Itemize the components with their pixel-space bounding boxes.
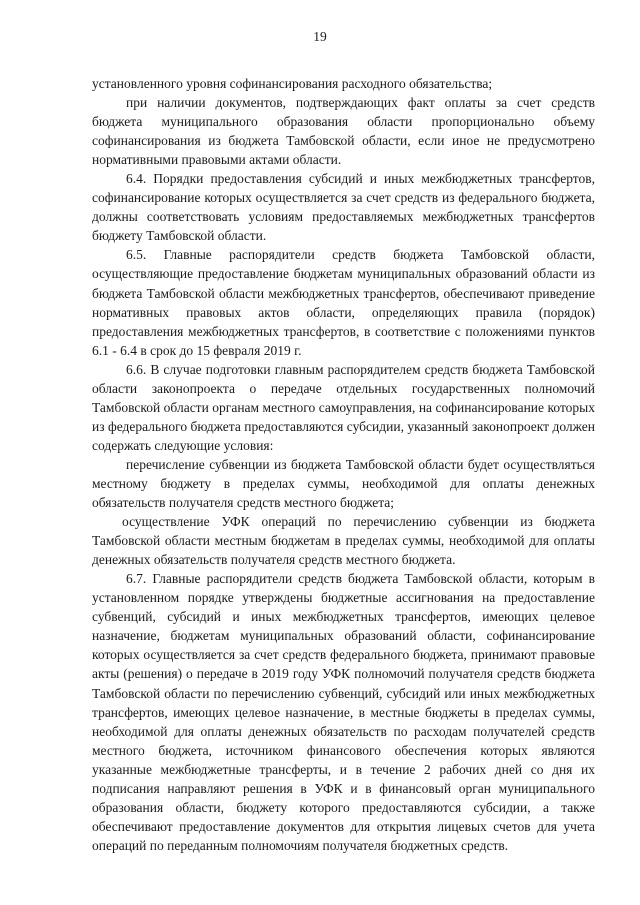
paragraph-ufk-operations: осуществление УФК операций по перечислению субвенции из бюджета Тамбовской области местным бюджетам в пределах суммы, необходимой для оплаты денежных обязательств получателя средств местного бюджета. [92, 514, 595, 568]
paragraph-continuation: установленного уровня софинансирования расходного обязательства; [92, 76, 493, 91]
paragraph-6-7: 6.7. Главные распорядители средств бюджета Тамбовской области, которым в установленном порядке утверждены бюджетные ассигнования на предоставление субвенций, субсидий и иных межбюджетных трансфертов, имеющих целевое назначение, бюджетам муниципальных образований области, софинансирование которых осуществляется за счет средств федерального бюджета, принимают правовые акты (решения) о передаче в 2019 году УФК полномочий получателя средств бюджета Тамбовской области по перечислению субвенций, субсидий или иных межбюджетных трансфертов, имеющих целевое назначение, в местные бюджеты в пределах суммы, необходимой для оплаты денежных обязательств по расходам получателей средств местного бюджета, источником финансового обеспечения которых являются указанные межбюджетные трансферты, и в течение 2 рабочих дней со дня их подписания направляют решения в УФК и в финансовый орган муниципального образования области, бюджету которого предоставляются субсидии, а также обеспечивают предоставление документов для открытия лицевых счетов для учета операций по переданным полномочиям получателя бюджетных средств. [92, 571, 595, 853]
paragraph-6-6: 6.6. В случае подготовки главным распорядителем средств бюджета Тамбовской области законопроекта о передаче отдельных государственных полномочий Тамбовской области органам местного самоуправления, на софинансирование которых из федерального бюджета предоставляются субсидии, указанный законопроект должен содержать следующие условия: [92, 361, 595, 453]
paragraph-6-4: 6.4. Порядки предоставления субсидий и иных межбюджетных трансфертов, софинансирование которых осуществляется за счет средств из федерального бюджета, должны соответствовать условиям предоставляемых межбюджетных трансфертов бюджету Тамбовской области. [92, 171, 595, 244]
page-number: 19 [313, 29, 327, 44]
document-body [92, 74, 595, 855]
paragraph-payment-documents: при наличии документов, подтверждающих факт оплаты за счет средств бюджета муниципального образования области пропорционально объему софинансирования из бюджета Тамбовской области, если иное не предусмотрено нормативными правовыми актами области. [92, 95, 595, 168]
paragraph-6-5: 6.5. Главные распорядители средств бюджета Тамбовской области, осуществляющие предоставление бюджетам муниципальных образований области из бюджета Тамбовской области межбюджетных трансфертов, обеспечивают приведение нормативных правовых актов области, определяющих правила (порядок) предоставления межбюджетных трансфертов, в соответствие с положениями пунктов 6.1 - 6.4 в срок до 15 февраля 2019 г. [92, 247, 595, 358]
paragraph-subvention-transfer: перечисление субвенции из бюджета Тамбовской области будет осуществляться местному бюджету в пределах суммы, необходимой для оплаты денежных обязательств получателя средств местного бюджета; [92, 456, 595, 511]
